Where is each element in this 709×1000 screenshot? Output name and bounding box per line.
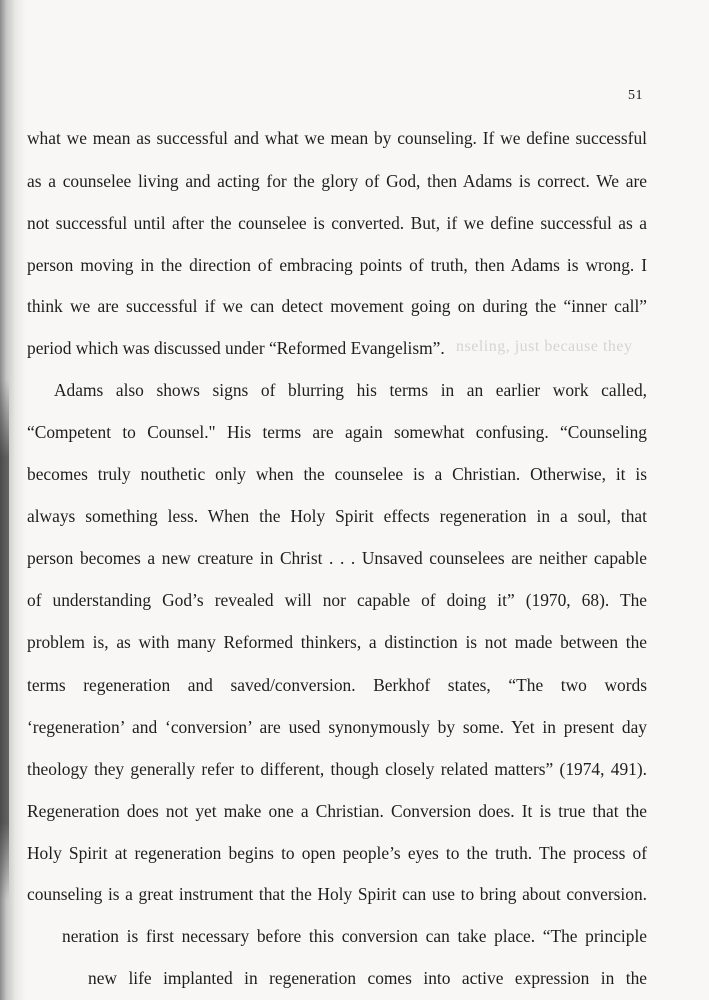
bleed-through-text: nseling, just because they (456, 338, 633, 355)
paragraph-first-line: Adams also shows signs of blurring his terms in an earlier work called, (54, 380, 647, 400)
text-line: theology they generally refer to different, though closely related matters” (1974, 491). (27, 759, 647, 779)
text-line: person becomes a new creature in Christ . . . Unsaved counselees are neither capable (27, 548, 647, 568)
page-number: 51 (628, 88, 643, 103)
text-line: counseling is a great instrument that the Holy Spirit can use to bring about conversion. (27, 884, 647, 904)
text-line: neration is first necessary before this conversion can take place. “The principle (62, 926, 647, 946)
text-line: terms regeneration and saved/conversion. Berkhof states, “The two words (27, 675, 647, 695)
text-line: what we mean as successful and what we mean by counseling. If we define successful (27, 128, 647, 148)
page-edge-shadow (0, 0, 26, 1000)
text-line: “Competent to Counsel." His terms are again somewhat confusing. “Counseling (27, 422, 647, 442)
text-line: person moving in the direction of embracing points of truth, then Adams is wrong. I (27, 255, 647, 275)
text-line: problem is, as with many Reformed thinkers, a distinction is not made between the (27, 632, 647, 652)
text-line: ‘regeneration’ and ‘conversion’ are used synonymously by some. Yet in present day (27, 717, 647, 737)
text-line: always something less. When the Holy Spirit effects regeneration in a soul, that (27, 506, 647, 526)
text-line: of understanding God’s revealed will nor capable of doing it” (1970, 68). The (27, 590, 647, 610)
text-line: Regeneration does not yet make one a Christian. Conversion does. It is true that the (27, 801, 647, 821)
text-line: becomes truly nouthetic only when the counselee is a Christian. Otherwise, it is (27, 464, 647, 484)
text-line: think we are successful if we can detect movement going on during the “inner call” (27, 296, 647, 316)
text-line: not successful until after the counselee is converted. But, if we define successful as a (27, 213, 647, 233)
text-line: period which was discussed under “Reformed Evangelism”. (27, 338, 445, 358)
text-line: Holy Spirit at regeneration begins to open people’s eyes to the truth. The process of (27, 843, 647, 863)
text-line: as a counselee living and acting for the glory of God, then Adams is correct. We are (27, 171, 647, 191)
text-line: new life implanted in regeneration comes into active expression in the (88, 968, 647, 988)
